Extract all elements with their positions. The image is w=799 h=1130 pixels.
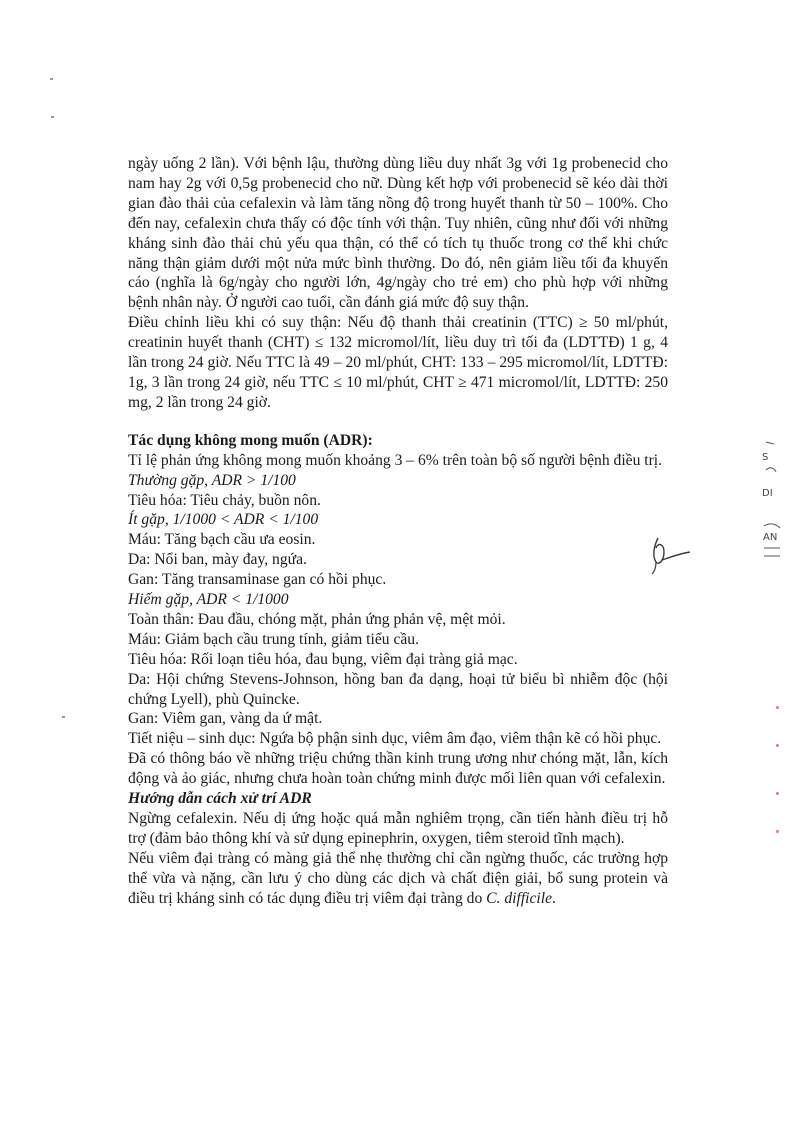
adr-uncommon-blood: Máu: Tăng bạch cầu ưa eosin. — [128, 531, 316, 549]
adr-common-gi: Tiêu hóa: Tiêu chảy, buồn nôn. — [128, 491, 321, 509]
scan-speck — [51, 116, 54, 118]
subheading-common: Thường gặp, ADR > 1/100 — [128, 471, 296, 489]
paragraph-management-2 — [128, 849, 668, 909]
scan-speck — [776, 830, 779, 833]
species-name: C. difficile — [486, 889, 552, 907]
adr-rare-skin: Da: Hội chứng Stevens-Johnson, hồng ban đa dạng, hoại tử biểu bì nhiễm độc (hội chứng Lyell), phù Quincke. — [128, 670, 668, 708]
adr-rare-general: Toàn thân: Đau đầu, chóng mặt, phản ứng phản vệ, mệt mỏi. — [128, 610, 506, 628]
paragraph-dosing-continuation: ngày uống 2 lần). Với bệnh lậu, thường dùng liều duy nhất 3g với 1g probenecid cho nam hay 2g với 0,5g probenecid cho nữ. Dùng kết hợp với probenecid sẽ kéo dài thời gian đào thải của cefalexin và làm tăng nồng độ trong huyết thanh từ 50 – 100%. Cho đến nay, cefalexin chưa thấy có độc tính với thận. Tuy nhiên, cũng như đối với những kháng sinh đào thải chủ yếu qua thận, có thể có tích tụ thuốc trong cơ thể khi chức năng thận giảm dưới một nửa mức bình thường. Do đó, nên giảm liều tối đa khuyến cáo (nghĩa là 6g/ngày cho người lớn, 4g/ngày cho trẻ em) cho phù hợp với những bệnh nhân này. Ở người cao tuổi, cần đánh giá mức độ suy thận. — [128, 155, 668, 312]
subheading-rare: Hiếm gặp, ADR < 1/1000 — [128, 591, 289, 609]
paragraph-adr-intro: Tỉ lệ phản ứng không mong muốn khoảng 3 – 6% trên toàn bộ số người bệnh điều trị. — [128, 451, 663, 469]
adr-rare-urogenital: Tiết niệu – sinh dục: Ngứa bộ phận sinh dục, viêm âm đạo, viêm thận kẽ có hồi phục. — [128, 730, 662, 748]
adr-rare-gi: Tiêu hóa: Rối loạn tiêu hóa, đau bụng, viêm đại tràng giả mạc. — [128, 650, 518, 668]
document-body — [128, 154, 668, 909]
section-heading-adr: Tác dụng không mong muốn (ADR): — [128, 431, 373, 449]
management-2-text: Nếu viêm đại tràng có màng giả thể nhẹ thường chỉ cần ngừng thuốc, các trường hợp thể vừa và nặng, cần lưu ý cho dùng các dịch và chất điện giải, bổ sung protein và điều trị kháng sinh có tác dụng điều trị viêm đại tràng do — [128, 849, 668, 907]
adr-rare-liver: Gan: Viêm gan, vàng da ứ mật. — [128, 710, 323, 728]
margin-mark-middle: DI — [762, 488, 773, 499]
scan-speck — [62, 716, 65, 718]
subheading-adr-management: Hướng dẫn cách xử trí ADR — [128, 790, 312, 808]
adr-rare-blood: Máu: Giảm bạch cầu trung tính, giảm tiểu cầu. — [128, 630, 419, 648]
adr-uncommon-liver: Gan: Tăng transaminase gan có hồi phục. — [128, 571, 387, 589]
stamp-arc-fragment — [758, 440, 788, 570]
subheading-uncommon: Ít gặp, 1/1000 < ADR < 1/100 — [128, 511, 319, 529]
scan-speck — [776, 744, 779, 747]
paragraph-cns-note: Đã có thông báo về những triệu chứng thần kinh trung ương như chóng mặt, lẫn, kích động và ảo giác, nhưng chưa hoàn toàn chứng minh được mối liên quan với cefalexin. — [128, 750, 668, 788]
spacer — [128, 413, 668, 431]
margin-mark-bottom: AN — [763, 532, 778, 543]
paragraph-renal-adjustment: Điều chỉnh liều khi có suy thận: Nếu độ thanh thải creatinin (TTC) ≥ 50 ml/phút, creatinin huyết thanh (CHT) ≤ 132 micromol/lít, liều duy trì tối đa (LDTTĐ) 1 g, 4 lần trong 24 giờ. Nếu TTC là 49 – 20 ml/phút, CHT: 133 – 295 micromol/lít, LDTTĐ: 1g, 3 lần trong 24 giờ, nếu TTC ≤ 10 ml/phút, CHT ≥ 471 micromol/lít, LDTTĐ: 250 mg, 2 lần trong 24 giờ. — [128, 314, 668, 411]
scan-speck — [50, 78, 53, 80]
scan-speck — [776, 792, 779, 795]
handwritten-initials — [644, 530, 696, 578]
scan-speck — [776, 706, 779, 709]
management-2-end: . — [552, 889, 556, 907]
adr-uncommon-skin: Da: Nổi ban, mày đay, ngứa. — [128, 551, 307, 569]
margin-mark-top: S — [762, 452, 769, 463]
paragraph-management-1: Ngừng cefalexin. Nếu dị ứng hoặc quá mẫn nghiêm trọng, cần tiến hành điều trị hỗ trợ (đảm bảo thông khí và sử dụng epinephrin, oxygen, tiêm steroid tĩnh mạch). — [128, 810, 668, 847]
